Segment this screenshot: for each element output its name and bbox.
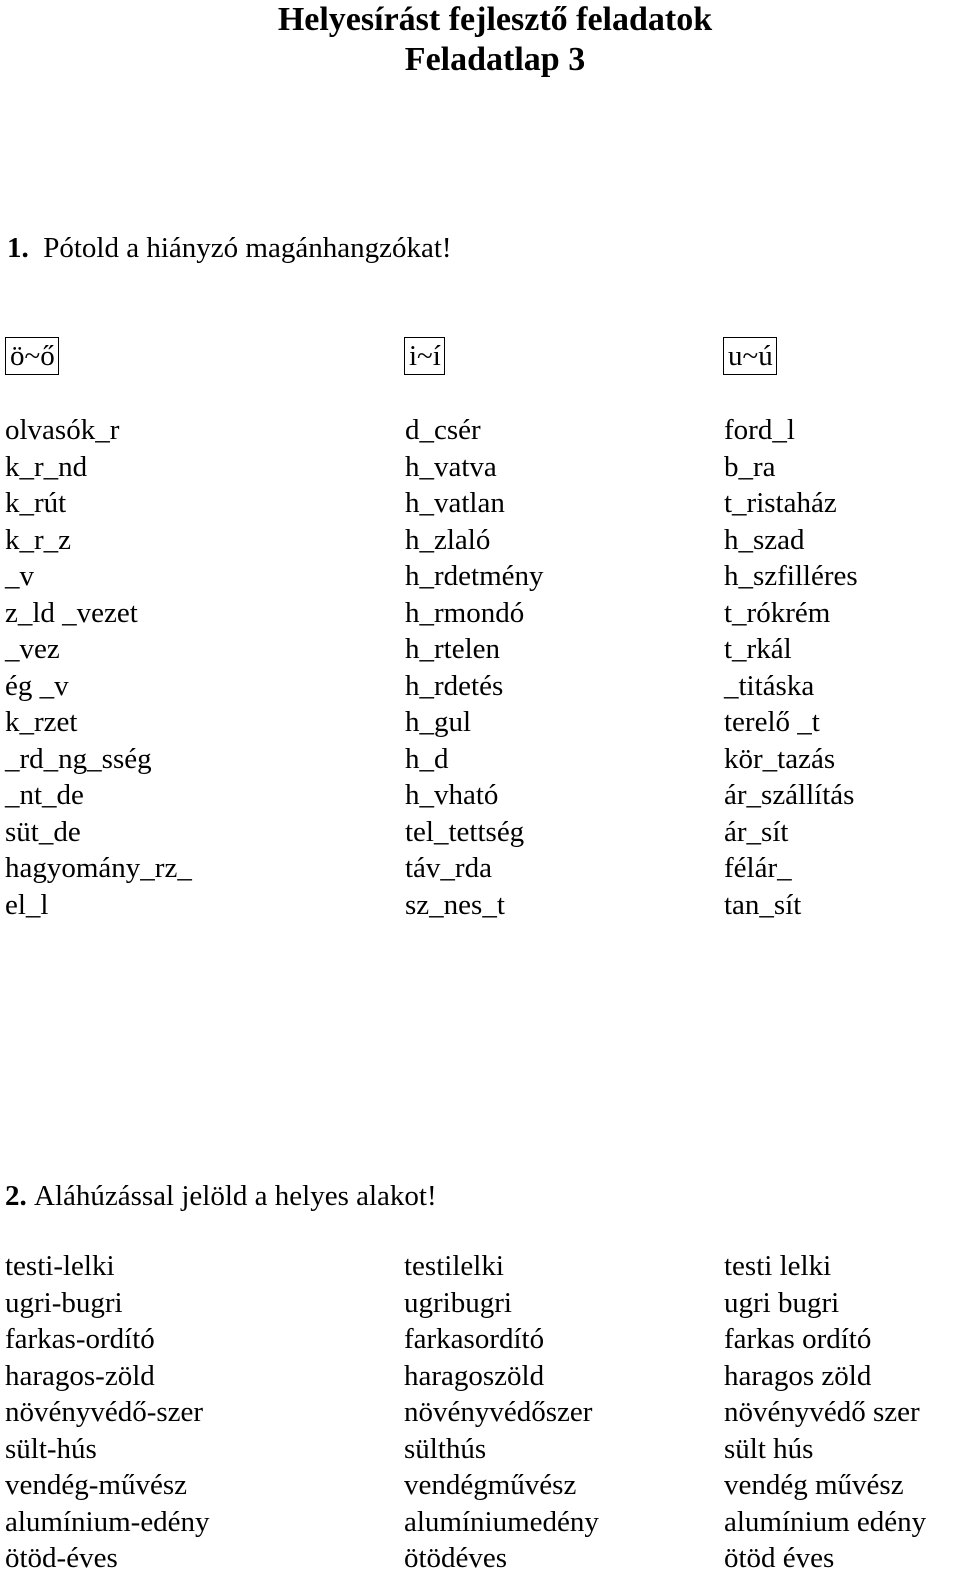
word-item: táv_rda bbox=[405, 852, 492, 884]
word-item: h_szad bbox=[724, 523, 805, 556]
word-item: farkas ordító bbox=[724, 1323, 872, 1355]
word-item: h_gul bbox=[405, 706, 472, 738]
word-item: ötödéves bbox=[404, 1542, 508, 1574]
word-item: olvasók_r bbox=[5, 414, 120, 446]
word-item: h_szfilléres bbox=[724, 560, 858, 592]
column-header-o: ö~ő bbox=[5, 337, 59, 375]
exercise-1-column-o bbox=[5, 412, 192, 923]
word-item: ötöd éves bbox=[724, 1542, 835, 1574]
word-item: h_rmondó bbox=[405, 596, 525, 629]
word-item: terelő _t bbox=[724, 706, 820, 738]
word-item: farkasordító bbox=[404, 1323, 545, 1355]
word-item: félár_ bbox=[724, 852, 792, 884]
worksheet-subtitle: Feladatlap 3 bbox=[404, 41, 586, 78]
word-item: h_zlaló bbox=[405, 523, 491, 556]
exercise-1-instruction: Pótold a hiányzó magánhangzókat! bbox=[43, 232, 452, 264]
word-item: farkas-ordító bbox=[5, 1323, 155, 1355]
word-item: _titáska bbox=[724, 669, 815, 702]
word-item: testilelki bbox=[404, 1250, 504, 1282]
word-item: h_vatlan bbox=[405, 487, 505, 519]
word-item: alumínium-edény bbox=[5, 1505, 210, 1538]
word-item: _rd_ng_sség bbox=[5, 742, 152, 775]
word-item: _v bbox=[5, 560, 34, 592]
word-item: h_vatva bbox=[405, 450, 497, 483]
word-item: ötöd-éves bbox=[5, 1542, 118, 1574]
exercise-1-number: 1. bbox=[7, 232, 29, 264]
column-header-i: i~í bbox=[404, 337, 445, 375]
word-item: ár_sít bbox=[724, 815, 789, 848]
word-item: sz_nes_t bbox=[405, 888, 505, 921]
word-item: d_csér bbox=[405, 414, 481, 446]
word-item: k_rzet bbox=[5, 706, 78, 738]
word-item: _vez bbox=[5, 633, 60, 665]
word-item: növényvédő-szer bbox=[5, 1396, 204, 1428]
word-item: haragoszöld bbox=[404, 1359, 545, 1392]
word-item: h_vható bbox=[405, 779, 499, 811]
word-item: t_rkál bbox=[724, 633, 792, 665]
word-item: testi-lelki bbox=[5, 1250, 115, 1282]
word-item: sülthús bbox=[404, 1432, 487, 1465]
word-item: ugri bugri bbox=[724, 1286, 840, 1319]
word-item: h_d bbox=[405, 742, 449, 775]
word-item: k_rút bbox=[5, 487, 67, 519]
word-item: ár_szállítás bbox=[724, 779, 855, 811]
exercise-1-heading bbox=[7, 230, 452, 266]
word-item: haragos-zöld bbox=[5, 1359, 155, 1392]
exercise-1-column-i bbox=[405, 412, 544, 923]
word-item: sült hús bbox=[724, 1432, 814, 1465]
word-item: z_ld _vezet bbox=[5, 596, 138, 629]
word-item: haragos zöld bbox=[724, 1359, 872, 1392]
word-item: _nt_de bbox=[5, 779, 84, 811]
exercise-2-column-separate bbox=[724, 1248, 926, 1577]
word-item: sült-hús bbox=[5, 1432, 97, 1465]
word-item: tel_tettség bbox=[405, 815, 525, 848]
exercise-2-number: 2. bbox=[5, 1180, 27, 1212]
exercise-2-column-hyphenated bbox=[5, 1248, 210, 1577]
word-item: h_rdetmény bbox=[405, 560, 544, 592]
word-item: el_l bbox=[5, 888, 49, 921]
word-item: h_rtelen bbox=[405, 633, 501, 665]
word-item: vendégművész bbox=[404, 1469, 577, 1501]
word-item: k_r_z bbox=[5, 523, 72, 556]
exercise-2-heading bbox=[5, 1178, 437, 1214]
word-item: vendég művész bbox=[724, 1469, 904, 1501]
word-item: kör_tazás bbox=[724, 742, 836, 775]
exercise-2-instruction: Aláhúzással jelöld a helyes alakot! bbox=[34, 1180, 437, 1212]
word-item: k_r_nd bbox=[5, 450, 88, 483]
worksheet-title: Helyesírást fejlesztő feladatok bbox=[277, 1, 713, 38]
word-item: hagyomány_rz_ bbox=[5, 852, 192, 884]
word-item: tan_sít bbox=[724, 888, 802, 921]
word-item: ég _v bbox=[5, 669, 69, 702]
word-item: növényvédő szer bbox=[724, 1396, 920, 1428]
word-item: alumíniumedény bbox=[404, 1505, 599, 1538]
word-item: ugribugri bbox=[404, 1286, 512, 1319]
word-item: t_rókrém bbox=[724, 596, 831, 629]
word-item: növényvédőszer bbox=[404, 1396, 593, 1428]
word-item: ford_l bbox=[724, 414, 795, 446]
word-item: vendég-művész bbox=[5, 1469, 187, 1501]
word-item: t_ristaház bbox=[724, 487, 837, 519]
word-item: süt_de bbox=[5, 815, 81, 848]
word-item: alumínium edény bbox=[724, 1505, 927, 1538]
column-header-u: u~ú bbox=[723, 337, 777, 375]
exercise-2-column-joined bbox=[404, 1248, 599, 1577]
word-item: h_rdetés bbox=[405, 669, 504, 702]
exercise-1-column-u bbox=[724, 412, 858, 923]
word-item: b_ra bbox=[724, 450, 776, 483]
word-item: ugri-bugri bbox=[5, 1286, 123, 1319]
word-item: testi lelki bbox=[724, 1250, 832, 1282]
